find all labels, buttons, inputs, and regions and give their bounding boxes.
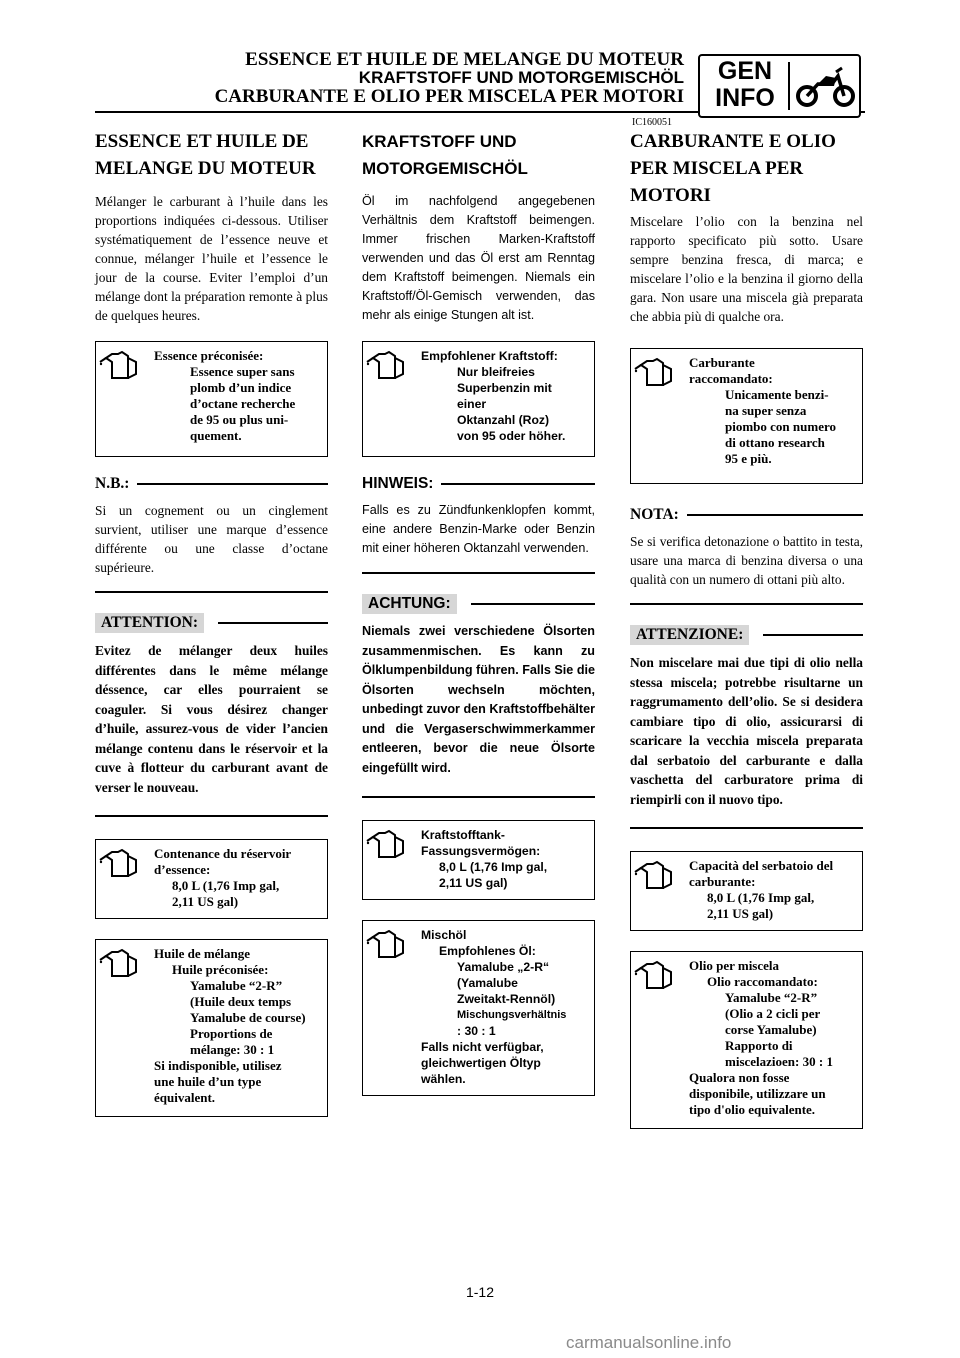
caution-text-de: Niemals zwei verschiedene Ölsorten zusammenmischen. Es kann zu Ölklumpenbildung führen. Falls Sie die Ölsorten wechseln möchten, unbedingt zuvor den Kraftstoffbehälter und die Vergaserschwimmerkammer entleeren, bevor die neue Ölsorte eingefüllt wird. — [362, 624, 596, 775]
header-title-fr: ESSENCE ET HUILE DE MELANGE DU MOTEUR — [245, 49, 684, 70]
caution-text-fr: Evitez de mélanger deux huiles différentes dans le même mélange déssence, car elles pourraient se coaguler. Si vous désirez changer d’huile, assurez-vous de vider l’ancien mélange contenu dans le réservoir et la cuve à flotteur du carburant avant de verser le nouveau. — [95, 643, 328, 795]
note-end-rule-de — [362, 572, 595, 574]
note-label-de: HINWEIS: — [362, 475, 434, 492]
caution-text-it: Non miscelare mai due tipi di olio nella stessa miscela; potrebbe risultarne un raggrumamento dell’olio. Se si desidera cambiare tipo di olio, assicurarsi di scaricare la vecchia miscela preparata dal serbatoio del carburante e dalla vaschetta del carburatore prima di riempirli con il nuovo tipo. — [630, 655, 863, 807]
section-title-it: CARBURANTE E OLIO PER MISCELA PER MOTORI — [630, 131, 836, 206]
note-text-de: Falls es zu Zündfunkenklopfen kommt, eine andere Benzin-Marke oder Benzin mit einer höheren Oktanzahl verwenden. — [362, 503, 595, 555]
note-header-fr — [95, 475, 328, 493]
oil-can-icon — [633, 355, 677, 389]
header-title-de: KRAFTSTOFF UND MOTORGEMISCHÖL — [358, 68, 684, 88]
note-label-it: NOTA: — [630, 506, 679, 523]
note-text-fr: Si un cognement ou un cinglement survient, utiliser une marque d’essence différente ou une classe d’octane supérieure. — [95, 503, 328, 575]
spec-box-mixing-oil-it: Olio per miscela Olio raccomandato: Yamalube “2-R” (Olio a 2 cicli per corse Yamalube) Rapporto di miscelazioen: 30 : 1 Qualora non fosse disponibile, utilizzare un tipo d'olio equivalente. — [630, 951, 863, 1129]
caution-header-fr — [95, 613, 328, 633]
caution-end-rule-it — [630, 827, 863, 829]
oil-can-icon — [365, 827, 409, 861]
motorcycle-icon — [796, 64, 856, 110]
section-title-fr: ESSENCE ET HUILE DE MELANGE DU MOTEUR — [95, 131, 316, 179]
spec-box-mixing-oil-de: Mischöl Empfohlenes Öl: Yamalube „2-R“ (Yamalube Zweitakt-Rennöl) Mischungsverhältnis : 30 : 1 Falls nicht verfügbar, gleichwertigen Öltyp wählen. — [362, 920, 595, 1096]
spec-box-mixing-oil-fr: Huile de mélange Huile préconisée: Yamalube “2-R” (Huile deux temps Yamalube de course) Proportions de mélange: 30 : 1 Si indisponible, utilisez une huile d’un type équivalent. — [95, 939, 328, 1117]
oil-can-icon — [633, 958, 677, 992]
spec-box-recommended-fuel-it: Carburante raccomandato: Unicamente benzi- na super senza piombo con numero di ottano research 95 e più. — [630, 348, 863, 484]
oil-can-icon — [365, 348, 409, 382]
note-text-it: Se si verifica detonazione o battito in testa, usare una marca di benzina diversa o una qualità con un numero di ottani più alto. — [630, 534, 863, 587]
oil-can-icon — [98, 846, 142, 880]
note-header-it — [630, 506, 863, 524]
oil-can-icon — [633, 858, 677, 892]
column-german — [362, 128, 595, 1096]
caution-header-de — [362, 594, 595, 614]
spec-box-recommended-fuel-fr: Essence préconisée: Essence super sans plomb d’un indice d’octane recherche de 95 ou plus uni- quement. — [95, 341, 328, 457]
section-title-de: KRAFTSTOFF UND MOTORGEMISCHÖL — [362, 132, 528, 178]
caution-end-rule-de — [362, 796, 595, 798]
note-label-fr: N.B.: — [95, 475, 130, 492]
caution-header-it — [630, 625, 863, 645]
column-italian — [630, 128, 863, 1129]
header-title-it: CARBURANTE E OLIO PER MISCELA PER MOTORI — [214, 85, 684, 107]
intro-text-fr: Mélanger le carburant à l’huile dans les proportions indiquées ci-dessous. Utiliser systématiquement de l’essence neuve et connue, mélanger l’huile et l’essence le jour de la course. Eviter l’emploi d’un mélange dont la préparation remonte à plus de quelques heures. — [95, 194, 328, 323]
spec-box-tank-capacity-it: Capacità del serbatoio del carburante: 8,0 L (1,76 Imp gal, 2,11 US gal) — [630, 851, 863, 931]
oil-can-icon — [365, 927, 409, 961]
caution-end-rule-fr — [95, 815, 328, 817]
spec-box-tank-capacity-de: Kraftstofftank- Fassungsvermögen: 8,0 L (1,76 Imp gal, 2,11 US gal) — [362, 820, 595, 900]
badge-text: GEN INFO — [715, 57, 775, 112]
oil-can-icon — [98, 946, 142, 980]
note-end-rule-it — [630, 603, 863, 605]
badge-separator — [788, 62, 790, 110]
caution-label-de: ACHTUNG: — [362, 594, 457, 614]
gen-info-badge — [698, 54, 861, 118]
page-header — [200, 50, 684, 106]
watermark: carmanualsonline.info — [566, 1333, 732, 1352]
spec-box-recommended-fuel-de: Empfohlener Kraftstoff: Nur bleifreies Superbenzin mit einer Oktanzahl (Roz) von 95 oder höher. — [362, 341, 595, 457]
spec-box-tank-capacity-fr: Contenance du réservoir d’essence: 8,0 L (1,76 Imp gal, 2,11 US gal) — [95, 839, 328, 919]
column-french — [95, 128, 328, 1117]
intro-text-de: Öl im nachfolgend angegebenen Verhältnis dem Kraftstoff beimengen. Immer frischen Marken-Kraftstoff verwenden und das Öl erst am Renntag dem Kraftstoff beimengen. Niemals ein Kraftstoff/Öl-Gemisch verwenden, das mehr als einige Stungen alt ist. — [362, 194, 595, 322]
note-header-de — [362, 475, 595, 493]
caution-label-it: ATTENZIONE: — [630, 625, 749, 645]
note-end-rule-fr — [95, 591, 328, 593]
caution-label-fr: ATTENTION: — [95, 613, 204, 633]
oil-can-icon — [98, 348, 142, 382]
section-code: IC160051 — [632, 117, 672, 128]
intro-text-it: Miscelare l’olio con la benzina nel rapporto specificato più sotto. Usare sempre benzina fresca, di marca; e miscelare l’olio e la benzina il giorno della gara. Non usare una miscela già preparata che abbia più di qualche ora. — [630, 214, 863, 324]
page-number: 1-12 — [465, 1284, 495, 1300]
